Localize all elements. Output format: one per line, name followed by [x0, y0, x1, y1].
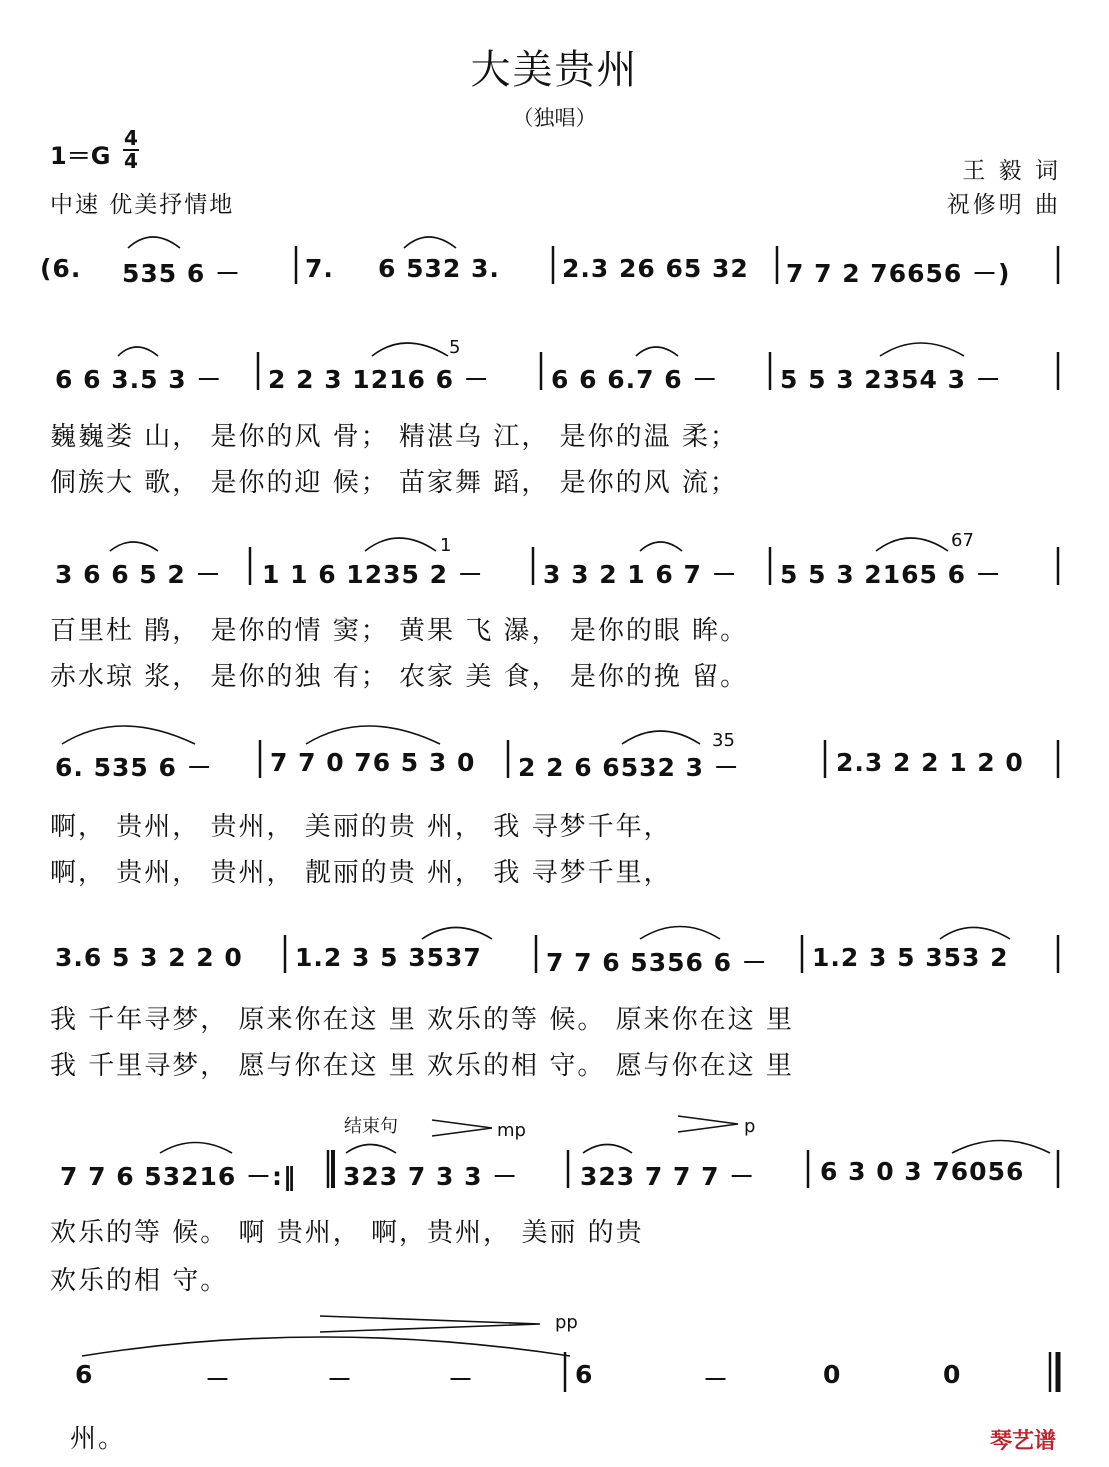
- slur: [880, 343, 964, 356]
- decrescendo-hairpin: [320, 1316, 540, 1332]
- grace-note-b: 67: [951, 530, 974, 551]
- slur: [118, 347, 158, 356]
- lyrics-s6-verse1: 州。: [70, 1424, 127, 1454]
- notes-s6-n8: 0: [943, 1360, 962, 1389]
- notes-s5-m2: 323 7 3 3 －: [343, 1162, 519, 1191]
- grace-note: 35: [712, 730, 735, 751]
- slur: [110, 542, 158, 551]
- slur: [372, 343, 448, 356]
- notes-s6-n5: 6: [575, 1360, 594, 1389]
- slur: [346, 1145, 396, 1154]
- tempo-marking: 中速 优美抒情地: [50, 192, 235, 218]
- notes-s2-m2: 1 1 6 1235 2 －: [262, 560, 484, 589]
- notes-s1-m3: 6 6 6.7 6 －: [551, 365, 719, 394]
- notes-intro-m4: 7 7 2 76656 －): [786, 259, 1011, 288]
- song-title: 大美贵州: [470, 47, 639, 93]
- notes-s5-m3: 323 7 7 7 －: [580, 1162, 756, 1191]
- slur: [365, 538, 436, 551]
- decrescendo-hairpin: [432, 1120, 492, 1136]
- slur: [876, 538, 948, 551]
- lyrics-s1-verse2: 侗族大 歌， 是你的迎 候； 苗家舞 蹈， 是你的风 流；: [50, 468, 738, 498]
- notes-s1-m1: 6 6 3.5 3 －: [55, 365, 223, 394]
- notes-s5-m4: 6 3 0 3 76056: [820, 1157, 1025, 1186]
- key-signature: 1＝G: [50, 142, 111, 170]
- lyrics-s5-verse2: 欢乐的相 守。: [50, 1266, 229, 1296]
- notes-intro-m1b: 535 6 －: [122, 259, 241, 288]
- slur: [404, 237, 456, 248]
- composer-credit: 祝修明 曲: [946, 192, 1061, 218]
- grace-note-a: 1: [440, 535, 452, 556]
- grace-note: 5: [449, 337, 461, 358]
- slur: [422, 928, 492, 940]
- time-signature-bottom: 4: [124, 149, 138, 173]
- song-subtitle: （独唱）: [512, 106, 597, 130]
- lyrics-s4-verse1: 我 千年寻梦， 原来你在这 里 欢乐的等 候。 原来你在这 里: [50, 1005, 794, 1035]
- notes-s2-m1: 3 6 6 5 2 －: [55, 560, 222, 589]
- notes-s1-m4: 5 5 3 2354 3 －: [780, 365, 1002, 394]
- lyrics-s2-verse1: 百里杜 鹃， 是你的情 窦； 黄果 飞 瀑， 是你的眼 眸。: [50, 616, 749, 646]
- notes-s2-m3: 3 3 2 1 6 7 －: [543, 560, 738, 589]
- notes-intro-m3: 2.3 26 65 32: [562, 254, 749, 283]
- notes-intro-m2a: 7.: [305, 254, 334, 283]
- dynamic-mp: mp: [497, 1120, 526, 1141]
- lyricist-credit: 王 毅 词: [962, 158, 1061, 184]
- notes-s6-n3: －: [327, 1365, 354, 1394]
- slur: [640, 542, 682, 551]
- notes-s4-m3: 7 7 6 5356 6 －: [546, 948, 768, 977]
- dynamic-p: p: [744, 1116, 756, 1137]
- notes-s4-m4: 1.2 3 5 353 2: [812, 943, 1009, 972]
- notes-s6-n4: －: [448, 1365, 475, 1394]
- lyrics-s4-verse2: 我 千里寻梦， 愿与你在这 里 欢乐的相 守。 愿与你在这 里: [50, 1051, 794, 1081]
- ending-label: 结束句: [344, 1116, 398, 1137]
- slur: [940, 928, 1010, 940]
- dynamic-pp: pp: [555, 1312, 578, 1333]
- notes-s6-n1: 6: [75, 1360, 94, 1389]
- watermark-logo: 琴艺谱: [990, 1429, 1057, 1454]
- notes-s6-n2: －: [205, 1365, 232, 1394]
- slur: [636, 347, 678, 356]
- notes-s5-m1: 7 7 6 53216 －:‖: [60, 1162, 297, 1191]
- time-signature-top: 4: [124, 126, 138, 150]
- notes-intro-m1a: (6.: [40, 254, 82, 283]
- notes-s3-m1: 6. 535 6 －: [55, 753, 213, 782]
- lyrics-s1-verse1: 巍巍娄 山， 是你的风 骨； 精湛乌 江， 是你的温 柔；: [50, 422, 738, 452]
- slur: [640, 927, 720, 940]
- slur: [128, 237, 180, 248]
- slur: [306, 726, 440, 744]
- notes-s1-m2: 2 2 3 1216 6 －: [268, 365, 490, 394]
- slur: [62, 726, 195, 744]
- lyrics-s3-verse2: 啊， 贵州， 贵州， 靓丽的贵 州， 我 寻梦千里，: [50, 858, 672, 888]
- notes-s3-m4: 2.3 2 2 1 2 0: [836, 748, 1024, 777]
- slur: [622, 731, 700, 744]
- slur: [952, 1141, 1050, 1154]
- notes-intro-m2b: 6 532 3.: [378, 254, 500, 283]
- notes-s4-m1: 3.6 5 3 2 2 0: [55, 943, 243, 972]
- notes-s4-m2: 1.2 3 5 3537: [295, 943, 482, 972]
- slur: [82, 1337, 570, 1356]
- lyrics-s5-verse1: 欢乐的等 候。 啊 贵州， 啊，贵州， 美丽 的贵: [50, 1218, 644, 1248]
- notes-s3-m3: 2 2 6 6532 3 －: [518, 753, 740, 782]
- slur: [160, 1143, 232, 1154]
- lyrics-s3-verse1: 啊， 贵州， 贵州， 美丽的贵 州， 我 寻梦千年，: [50, 812, 672, 842]
- slur: [583, 1145, 632, 1154]
- notes-s6-n6: －: [703, 1365, 730, 1394]
- notes-s2-m4: 5 5 3 2165 6 －: [780, 560, 1002, 589]
- lyrics-s2-verse2: 赤水琼 浆， 是你的独 有； 农家 美 食， 是你的挽 留。: [50, 662, 749, 692]
- notes-s6-n7: 0: [823, 1360, 842, 1389]
- notes-s3-m2: 7 7 0 76 5 3 0: [270, 748, 476, 777]
- decrescendo-hairpin: [678, 1116, 738, 1132]
